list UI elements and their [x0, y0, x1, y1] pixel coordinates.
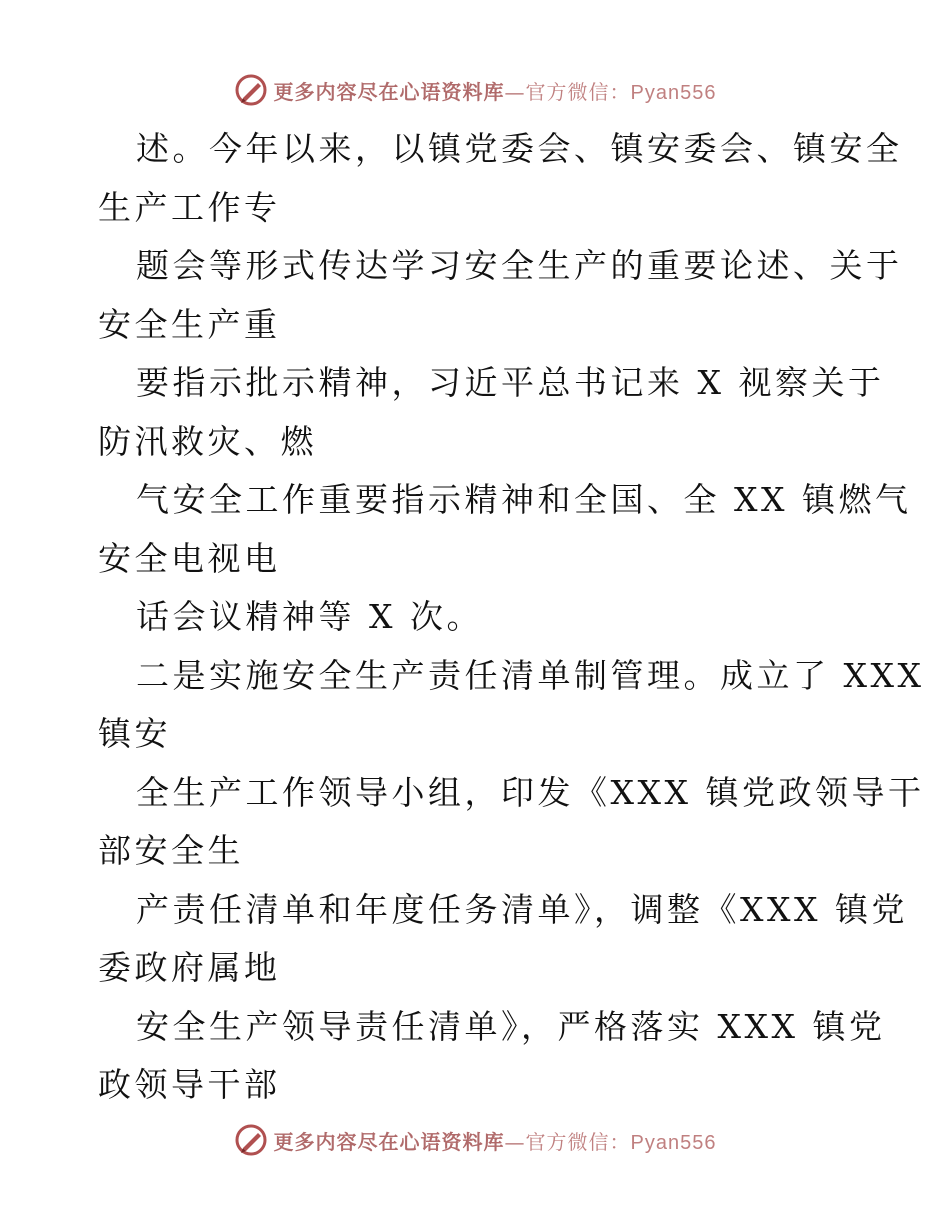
footer-brand: 更多内容尽在心语资料库: [273, 1129, 505, 1154]
header-wechat-label: 官方微信：: [525, 79, 631, 104]
header-brand: 更多内容尽在心语资料库: [273, 79, 505, 104]
text-line: 镇安: [98, 714, 171, 753]
footer-watermark-text: [274, 1126, 717, 1155]
text-line: 委政府属地: [98, 948, 281, 987]
footer-wechat-label: 官方微信：: [525, 1129, 631, 1154]
text-line: 安全生产重: [98, 304, 281, 344]
text-line: 述。今年以来，以镇党委会、镇安委会、镇安全: [136, 129, 903, 168]
text-line: 生产工作专: [98, 187, 281, 227]
pen-circle-logo-icon: [234, 1123, 268, 1157]
header-account: Pyan556: [630, 81, 717, 104]
text-line: 二是实施安全生产责任清单制管理。成立了 XXX: [136, 655, 925, 695]
document-body: [98, 120, 925, 1115]
footer-watermark: [0, 1120, 950, 1160]
text-line: 防汛救灾、燃: [98, 421, 317, 461]
text-line: 部安全生: [98, 831, 244, 870]
footer-dash: —: [504, 1129, 526, 1154]
header-watermark-text: [274, 76, 717, 105]
text-line: 要指示批示精神，习近平总书记来 X 视察关于: [136, 363, 885, 402]
header-watermark: [0, 70, 950, 110]
text-line: 安全生产领导责任清单》，严格落实 XXX 镇党: [136, 1006, 886, 1046]
text-line: 产责任清单和年度任务清单》，调整《XXX 镇党: [136, 889, 908, 929]
text-line: 政领导干部: [98, 1065, 281, 1104]
text-line: 全生产工作领导小组，印发《XXX 镇党政领导干: [136, 772, 925, 812]
pen-circle-logo-icon: [234, 73, 268, 107]
text-line: 题会等形式传达学习安全生产的重要论述、关于: [136, 246, 903, 285]
text-line: 安全电视电: [98, 538, 281, 578]
footer-account: Pyan556: [630, 1131, 717, 1154]
text-line: 话会议精神等 X 次。: [136, 597, 483, 636]
header-dash: —: [504, 79, 526, 104]
text-line: 气安全工作重要指示精神和全国、全 XX 镇燃气: [136, 480, 912, 519]
